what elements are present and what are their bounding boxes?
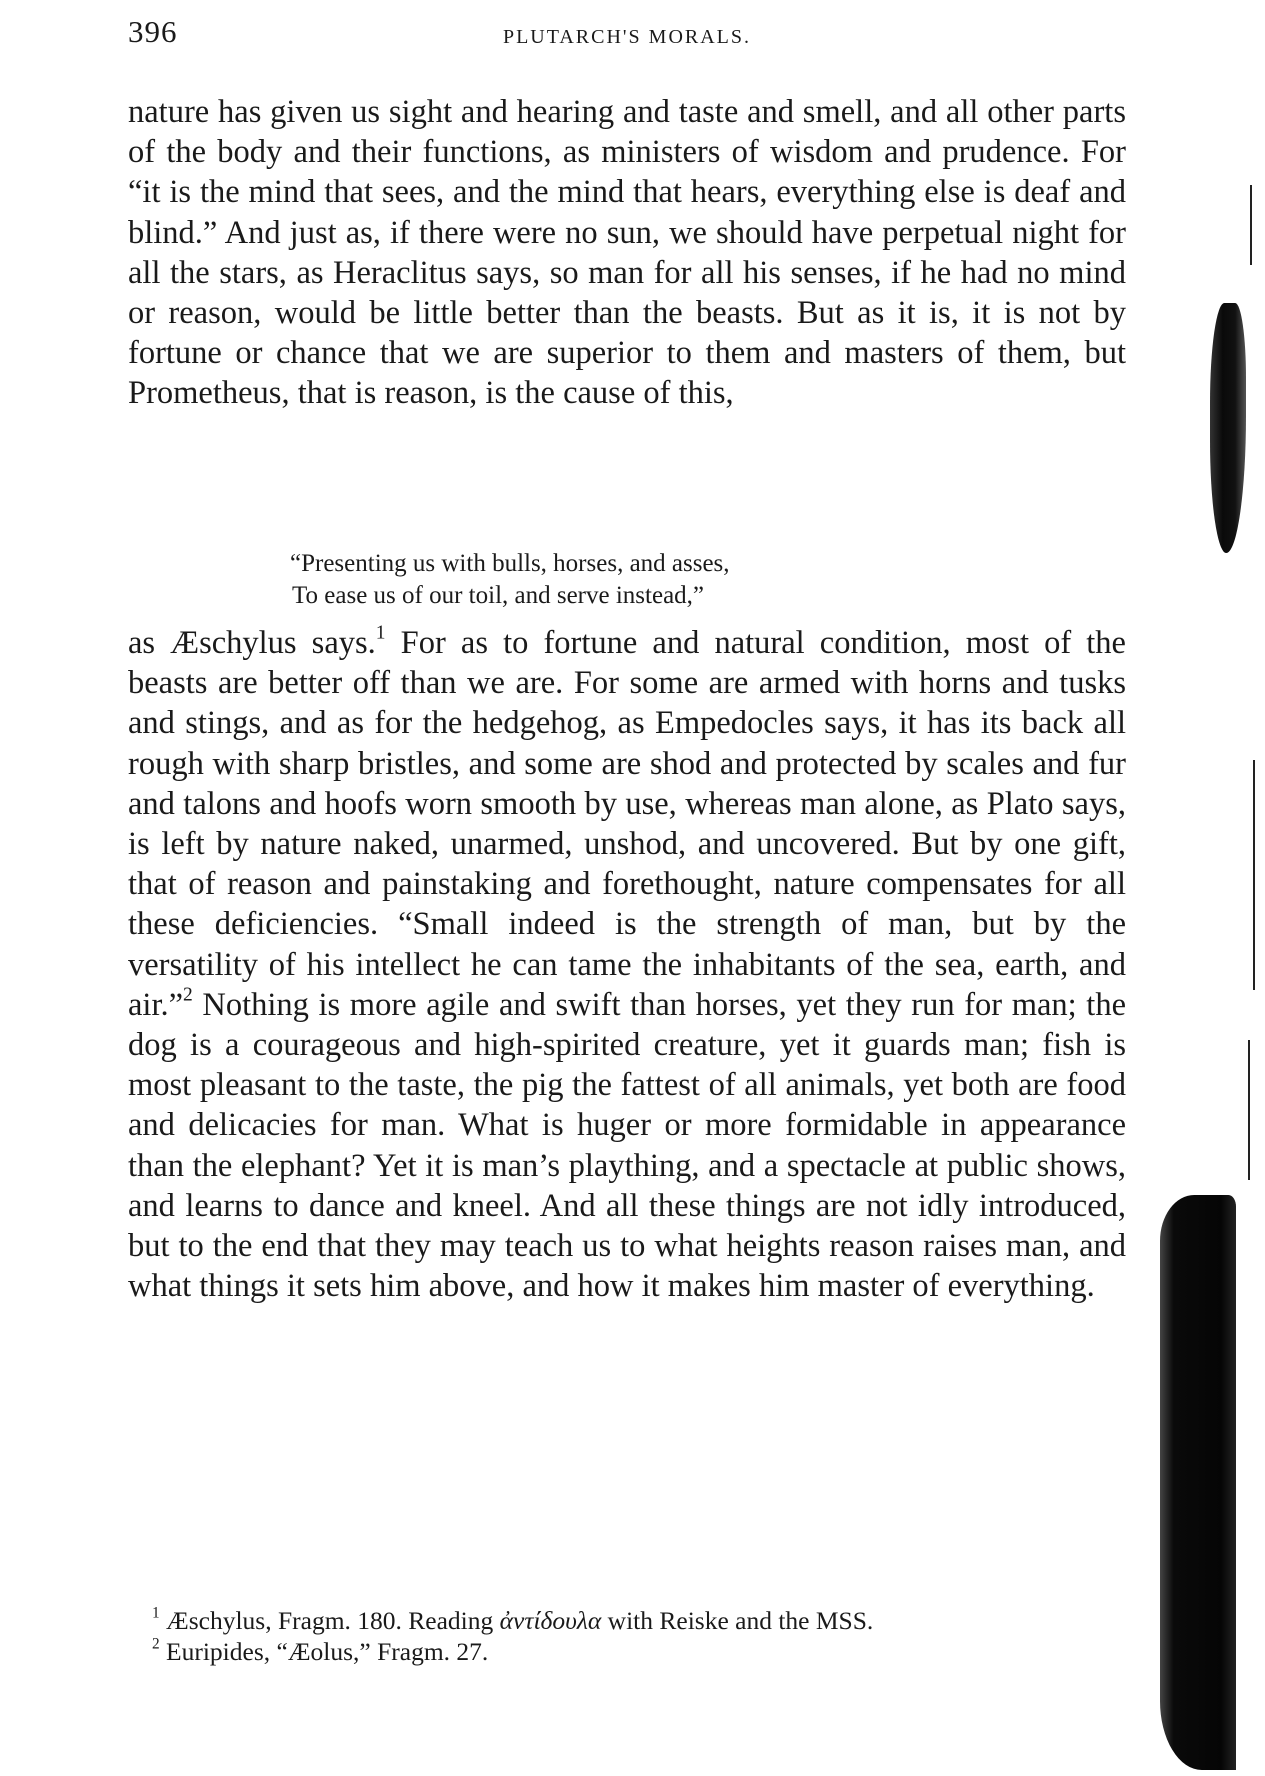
verse-line-2: To ease us of our toil, and serve instead,” (292, 582, 705, 609)
verse-quotation (290, 548, 990, 612)
page-header (128, 14, 1126, 58)
footnote-ref-1: 1 (375, 622, 386, 644)
footnote-1-text-a: Æschylus, Fragm. 180. Reading (159, 1606, 500, 1635)
footnote-2-marker: 2 (152, 1635, 160, 1653)
verse-line-1: “Presenting us with bulls, horses, and asses, (290, 550, 730, 577)
footnote-2 (128, 1636, 1126, 1667)
scan-edge-line (1253, 760, 1255, 990)
scan-smudge-bottom (1160, 1195, 1236, 1770)
paragraph-2-part-b: Nothing is more agile and swift than horses, yet they run for man; the dog is a courageous and high-spirited creature, yet it guards man; fish is most pleasant to the taste, the pig the fattest of all animals, yet both are food and delicacies for man. What is huger or more formidable in appearance than the elephant? Yet it is man’s plaything, and a spectacle at public shows, and learns to dance and kneel. And all these things are not idly introduced, but to the end that they may teach us to what heights reason raises man, and what things it sets him above, and how it makes him master of everything. (128, 986, 1126, 1305)
footnote-1-greek: ἀντίδουλα (499, 1606, 602, 1635)
footnote-1 (128, 1605, 1126, 1636)
body-paragraph-1: nature has given us sight and hearing and taste and smell, and all other parts of the body and their functions, as ministers of wisdom and prudence. For “it is the mind that sees, and the mind that hears, everything else is deaf and blind.” And just as, if there were no sun, we should have perpetual night for all the stars, as Heraclitus says, so man for all his senses, if he had no mind or reason, would be little better than the beasts. But as it is, it is not by fortune or chance that we are superior to them and masters of them, but Prometheus, that is reason, is the cause of this, (128, 94, 1126, 412)
footnote-1-marker: 1 (152, 1604, 160, 1622)
footnotes (128, 1605, 1126, 1667)
scan-edge-line (1248, 1040, 1250, 1180)
body-paragraph-2 (128, 623, 1126, 1306)
footnote-1-text-b: with Reiske and the MSS. (601, 1606, 874, 1635)
paragraph-2-part-a: For as to fortune and natural condition, most of the beasts are better off than we are. For some are armed with horns and tusks and stings, and as for the hedgehog, as Empedocles says, it has its back all rough with sharp bristles, and some are shod and protected by scales and fur and talons and hoofs worn smooth by use, whereas man alone, as Plato says, is left by nature naked, unarmed, unshod, and uncovered. But by one gift, that of reason and painstaking and forethought, nature compensates for all these deficiencies. “Small indeed is the strength of man, but by the versatility of his intellect he can tame the inhabitants of the sea, earth, and air.” (128, 625, 1126, 1023)
scan-smudge-top (1210, 303, 1246, 553)
running-head: PLUTARCH'S MORALS. (502, 26, 752, 48)
footnote-2-text: Euripides, “Æolus,” Fragm. 27. (159, 1637, 489, 1666)
page-number: 396 (128, 14, 178, 49)
footnote-ref-2: 2 (183, 984, 193, 1006)
paragraph-2-lead: as Æschylus says. (128, 625, 376, 661)
scan-edge-line (1250, 185, 1252, 265)
